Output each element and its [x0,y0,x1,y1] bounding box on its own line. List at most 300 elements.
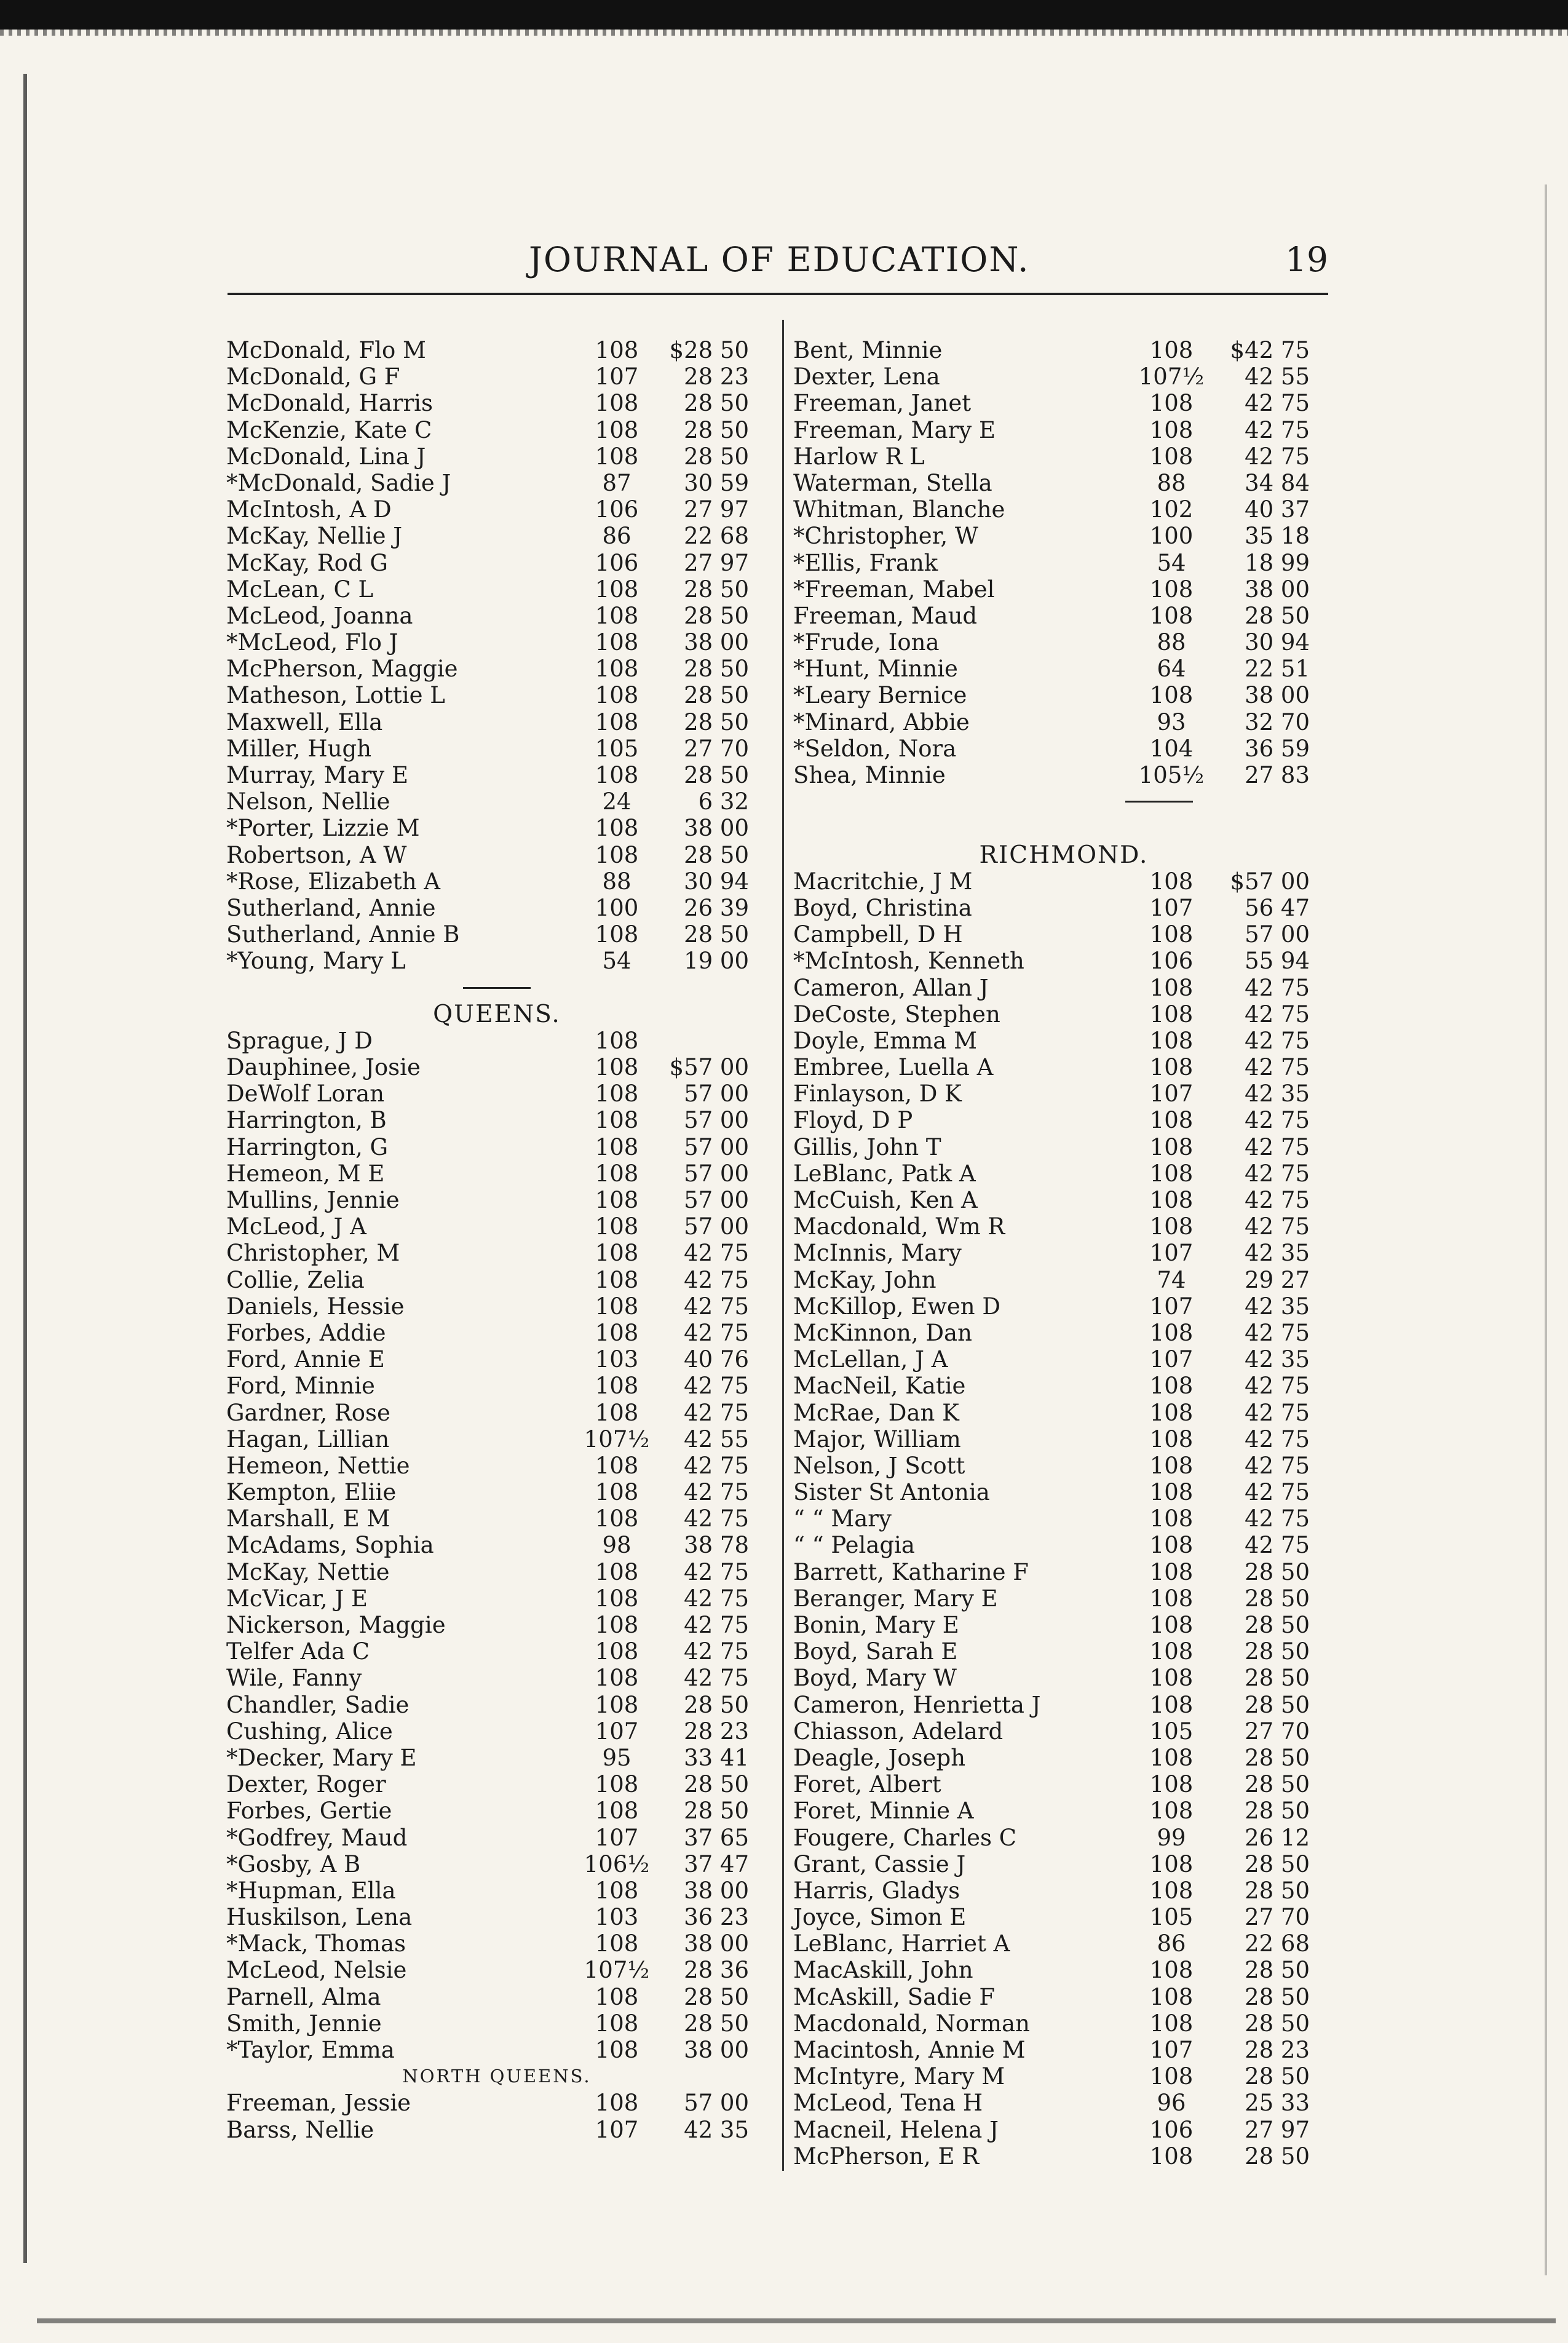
days-taught: 108 [595,1160,639,1187]
days-taught: 108 [595,921,639,948]
days-taught: 108 [595,1930,639,1957]
teacher-name: Murray, Mary E [226,762,408,788]
list-item [226,1692,767,1718]
days-taught: 108 [595,1505,639,1532]
list-item [226,470,767,496]
teacher-name: Christopher, M [226,1240,400,1267]
days-taught: 108 [595,708,639,735]
days-taught: 107 [1149,1240,1194,1267]
grant-amount: 42 75 [1245,1399,1310,1426]
days-taught: 108 [1149,602,1194,629]
teacher-name: *Decker, Mary E [226,1744,417,1771]
days-taught: 86 [1157,1930,1186,1957]
list-item [226,1213,767,1240]
days-taught: 107 [1149,894,1194,921]
grant-amount: 28 50 [1245,1798,1310,1825]
teacher-name: Foret, Albert [793,1771,941,1798]
days-taught: 108 [595,1399,639,1426]
grant-amount: 30 59 [684,469,749,496]
teacher-name: *Frude, Iona [793,629,940,656]
teacher-name: Hemeon, M E [226,1160,385,1187]
teacher-name: McDonald, Flo M [226,337,426,363]
grant-amount: 35 18 [1245,523,1310,550]
teacher-name: McDonald, Lina J [226,443,426,470]
teacher-name: McKay, Nettie [226,1558,390,1585]
teacher-name: *McLeod, Flo J [226,629,398,656]
list-item [793,1904,1334,1930]
grant-amount: 34 84 [1245,469,1310,496]
grant-amount: 55 94 [1245,948,1310,975]
teacher-name: Gillis, John T [793,1133,941,1160]
teacher-name: Wile, Fanny [226,1665,362,1692]
grant-amount: 25 33 [1245,2090,1310,2117]
teacher-name: Daniels, Hessie [226,1293,405,1320]
grant-amount: 42 75 [684,1319,749,1346]
days-taught: 108 [595,1452,639,1479]
teacher-name: Ford, Annie E [226,1346,385,1373]
grant-amount: 57 00 [684,1213,749,1240]
grant-amount: 33 41 [684,1744,749,1771]
grant-amount: 42 35 [1245,1080,1310,1108]
grant-amount: 27 70 [1245,1904,1310,1931]
list-item [226,1665,767,1691]
days-taught: 108 [1149,1798,1194,1825]
teacher-name: MacAskill, John [793,1957,973,1984]
list-item [226,1825,767,1851]
days-taught: 108 [595,1213,639,1240]
teacher-name: Macdonald, Norman [793,2010,1030,2037]
days-taught: 88 [1157,629,1186,656]
days-taught: 108 [1149,1107,1194,1134]
grant-amount: 6 32 [698,788,749,815]
grant-amount: 28 50 [1245,602,1310,629]
list-item [226,788,767,815]
days-taught: 108 [1149,1585,1194,1612]
days-taught: 108 [595,1983,639,2010]
grant-amount: 26 12 [1245,1824,1310,1851]
list-item [226,1745,767,1771]
list-item [793,417,1334,443]
list-item [793,762,1334,788]
grant-amount: 42 75 [1245,416,1310,443]
days-taught: 108 [1149,974,1194,1001]
journal-title: JOURNAL OF EDUCATION. [529,240,1030,279]
list-item [793,1054,1334,1080]
grant-amount: 42 75 [684,1558,749,1585]
teacher-name: McLeod, Tena H [793,2090,983,2117]
teacher-name: Nelson, Nellie [226,788,390,815]
days-taught: 104 [1149,735,1194,762]
grant-amount: 28 50 [1245,1957,1310,1984]
list-item [226,895,767,921]
list-item [793,868,1334,895]
teacher-name: DeCoste, Stephen [793,1001,1000,1028]
grant-amount: 28 50 [1245,1983,1310,2010]
days-taught: 102 [1149,496,1194,523]
days-taught: 108 [595,629,639,656]
list-item [226,1585,767,1612]
teacher-name: Dexter, Roger [226,1771,386,1798]
teacher-name: *McDonald, Sadie J [226,469,451,496]
grant-amount: 38 00 [684,2037,749,2063]
teacher-name: McIntyre, Mary M [793,2063,1005,2090]
teacher-name: Cameron, Allan J [793,974,989,1001]
list-item [226,1798,767,1824]
days-taught: 105 [595,735,639,762]
teacher-name: McKay, Rod G [226,549,388,576]
days-taught: 108 [1149,1850,1194,1877]
days-taught: 108 [1149,2143,1194,2170]
list-item [793,709,1334,735]
list-item [793,1426,1334,1453]
days-taught: 54 [1157,549,1186,576]
teacher-name: Forbes, Gertie [226,1798,392,1825]
teacher-name: Macritchie, J M [793,868,973,895]
days-taught: 108 [595,1479,639,1506]
list-item [226,921,767,948]
days-taught: 107 [595,1824,639,1851]
list-item [226,1320,767,1346]
section-heading-north-queens: NORTH QUEENS. [402,2066,592,2087]
teacher-name: McAskill, Sadie F [793,1983,996,2010]
header-rule [228,293,1328,295]
grant-amount: 28 50 [1245,1771,1310,1798]
list-item [793,576,1334,603]
grant-amount: 42 75 [1245,1505,1310,1532]
days-taught: 108 [595,1054,639,1081]
grant-amount: 57 00 [684,2090,749,2117]
list-item [226,1400,767,1426]
grant-amount: 42 75 [684,1293,749,1320]
teacher-name: McLean, C L [226,576,374,603]
list-item [793,1559,1334,1585]
days-taught: 108 [595,1133,639,1160]
grant-amount: 28 50 [684,656,749,683]
teacher-name: *Rose, Elizabeth A [226,868,441,895]
days-taught: 105 [1149,1718,1194,1745]
days-taught: 108 [595,1266,639,1293]
teacher-name: *Hunt, Minnie [793,656,958,683]
scan-left-edge [23,74,27,2263]
grant-amount: 42 75 [1245,1373,1310,1400]
days-taught: 108 [595,2090,639,2117]
teacher-name: Cameron, Henrietta J [793,1691,1041,1718]
grant-amount: 42 75 [684,1266,749,1293]
days-taught: 108 [1149,337,1194,363]
days-taught: 108 [595,656,639,683]
teacher-name: Deagle, Joseph [793,1744,966,1771]
list-item [226,1028,767,1054]
days-taught: 93 [1157,708,1186,735]
grant-amount: 38 00 [1245,576,1310,603]
teacher-name: Harrington, B [226,1107,387,1134]
grant-amount: 42 35 [1245,1293,1310,1320]
teacher-name: *Seldon, Nora [793,735,957,762]
list-item [793,1479,1334,1505]
list-item [226,363,767,390]
section-rule [226,975,767,1001]
grant-amount: 28 23 [1245,2037,1310,2063]
section-heading-richmond: RICHMOND. [979,841,1149,869]
teacher-name: Floyd, D P [793,1107,913,1134]
days-taught: 64 [1157,656,1186,683]
grant-amount: 28 50 [684,416,749,443]
grant-amount: 28 50 [1245,1638,1310,1665]
grant-amount: 22 68 [1245,1930,1310,1957]
teacher-name: Boyd, Mary W [793,1665,957,1692]
grant-amount: 42 75 [1245,1425,1310,1453]
days-taught: 106 [595,496,639,523]
teacher-name: “ “ Pelagia [793,1532,915,1559]
scan-right-edge [1545,184,1547,2275]
list-item [226,1612,767,1638]
grant-amount: 28 50 [684,602,749,629]
list-item [793,1718,1334,1745]
grant-amount: 42 75 [1245,1187,1310,1213]
days-taught: 108 [595,337,639,363]
list-item [226,1532,767,1558]
list-item [793,603,1334,629]
grant-amount: 28 50 [684,1771,749,1798]
list-item [226,1293,767,1320]
list-item [226,2037,767,2063]
list-item [226,496,767,523]
grant-amount: 36 59 [1245,735,1310,762]
scan-top-fray [0,30,1568,36]
grant-amount: 32 70 [1245,708,1310,735]
teacher-name: LeBlanc, Harriet A [793,1930,1010,1957]
list-item [226,1160,767,1187]
list-item [226,948,767,974]
days-taught: 108 [1149,1983,1194,2010]
teacher-name: Bent, Minnie [793,337,943,363]
days-taught: 108 [1149,416,1194,443]
teacher-name: Ford, Minnie [226,1373,375,1400]
grant-amount: $57 00 [1230,868,1310,895]
days-taught: 108 [595,682,639,709]
list-item [793,1346,1334,1373]
list-item [226,1984,767,2010]
teacher-name: McPherson, E R [793,2143,980,2170]
grant-amount: 28 50 [1245,1850,1310,1877]
days-taught: 108 [1149,2010,1194,2037]
grant-amount: 42 75 [1245,1133,1310,1160]
list-item [793,2037,1334,2063]
grant-amount: 42 55 [1245,363,1310,390]
list-item [793,975,1334,1001]
grant-amount: 26 39 [684,894,749,921]
teacher-name: McKay, Nellie J [226,523,403,550]
days-taught: 108 [1149,1027,1194,1054]
days-taught: 108 [595,416,639,443]
list-item [793,1453,1334,1479]
teacher-name: *Freeman, Mabel [793,576,995,603]
section-rule [793,788,1334,815]
list-item [793,1930,1334,1957]
list-item [793,337,1334,363]
grant-amount: 42 75 [684,1638,749,1665]
teacher-name: McInnis, Mary [793,1240,962,1267]
list-item [226,2117,767,2143]
days-taught: 106½ [584,1850,650,1877]
grant-amount: $28 50 [669,337,749,363]
teacher-name: Nickerson, Maggie [226,1612,446,1638]
list-item [793,1240,1334,1266]
grant-amount: 28 50 [1245,1877,1310,1904]
list-item [226,1559,767,1585]
teacher-name: McKinnon, Dan [793,1319,972,1346]
list-item [226,1479,767,1505]
grant-amount: 28 36 [684,1957,749,1984]
teacher-name: Waterman, Stella [793,469,992,496]
teacher-name: Sutherland, Annie B [226,921,460,948]
grant-amount: 42 75 [684,1240,749,1267]
teacher-name: Parnell, Alma [226,1983,381,2010]
days-taught: 108 [1149,1505,1194,1532]
days-taught: 107 [595,1718,639,1745]
teacher-name: Freeman, Janet [793,390,972,417]
list-item [793,2010,1334,2037]
teacher-name: *Godfrey, Maud [226,1824,408,1851]
days-taught: 108 [595,2037,639,2063]
grant-amount: 42 75 [684,1479,749,1506]
days-taught: 107½ [584,1957,650,1984]
teacher-name: *Gosby, A B [226,1850,361,1877]
grant-amount: 42 75 [1245,1452,1310,1479]
grant-amount: 28 50 [684,921,749,948]
days-taught: 108 [595,1877,639,1904]
grant-amount: 42 75 [1245,1001,1310,1028]
teacher-name: McRae, Dan K [793,1399,959,1426]
days-taught: 108 [595,1187,639,1213]
days-taught: 105 [1149,1904,1194,1931]
list-item [793,1080,1334,1107]
teacher-name: Kempton, Eliie [226,1479,397,1506]
scan-top-border [0,0,1568,30]
days-taught: 108 [1149,1133,1194,1160]
list-item [793,895,1334,921]
queens-list [226,1028,767,2063]
grant-amount: 57 00 [1245,921,1310,948]
days-taught: 108 [595,1585,639,1612]
teacher-name: McPherson, Maggie [226,656,458,683]
list-item [793,1001,1334,1028]
list-item [793,629,1334,656]
days-taught: 86 [602,523,632,550]
grant-amount: 28 50 [1245,2063,1310,2090]
teacher-name: McLeod, J A [226,1213,366,1240]
grant-amount: 42 75 [684,1399,749,1426]
teacher-name: Nelson, J Scott [793,1452,965,1479]
days-taught: 108 [595,443,639,470]
days-taught: 108 [1149,443,1194,470]
days-taught: 107 [595,363,639,390]
days-taught: 54 [602,948,632,975]
list-item [793,1373,1334,1399]
list-item [793,1267,1334,1293]
teacher-name: *Minard, Abbie [793,708,970,735]
teacher-name: Joyce, Simon E [793,1904,967,1931]
days-taught: 108 [1149,1001,1194,1028]
list-item [793,2143,1334,2170]
grant-amount: 42 75 [1245,974,1310,1001]
list-item [226,576,767,603]
list-item [793,1028,1334,1054]
teacher-name: Finlayson, D K [793,1080,962,1108]
teacher-name: Hemeon, Nettie [226,1452,410,1479]
list-item [226,1373,767,1399]
list-item [793,1612,1334,1638]
grant-amount: 28 50 [1245,1585,1310,1612]
grant-amount: 28 50 [684,390,749,417]
teacher-name: Robertson, A W [226,841,407,868]
days-taught: 108 [1149,1452,1194,1479]
teacher-name: Smith, Jennie [226,2010,382,2037]
days-taught: 107 [1149,1293,1194,1320]
teacher-name: Embree, Luella A [793,1054,994,1081]
list-item [793,1851,1334,1877]
list-item [793,390,1334,416]
teacher-name: *McIntosh, Kenneth [793,948,1024,975]
grant-amount: 29 27 [1245,1266,1310,1293]
list-item [793,1798,1334,1824]
days-taught: 95 [602,1744,632,1771]
grant-amount: 28 50 [684,443,749,470]
teacher-name: Shea, Minnie [793,762,946,788]
teacher-name: Harlow R L [793,443,925,470]
list-item [793,1107,1334,1133]
list-item [226,1718,767,1745]
list-item [226,2090,767,2116]
grant-amount: 57 00 [684,1107,749,1134]
list-item [226,443,767,470]
grant-amount: 38 00 [684,1877,749,1904]
days-taught: 88 [1157,469,1186,496]
days-taught: 107½ [1138,363,1205,390]
teacher-name: *Hupman, Ella [226,1877,396,1904]
grant-amount: 30 94 [1245,629,1310,656]
grant-amount: 42 75 [1245,1319,1310,1346]
grant-amount: 42 75 [1245,443,1310,470]
days-taught: 88 [602,868,632,895]
days-taught: 108 [1149,1187,1194,1213]
grant-amount: 22 51 [1245,656,1310,683]
list-item [793,2090,1334,2116]
list-item [793,1160,1334,1187]
days-taught: 108 [1149,1744,1194,1771]
list-item [226,1505,767,1532]
left-column [226,337,767,2143]
teacher-name: Macneil, Helena J [793,2116,999,2143]
days-taught: 100 [1149,523,1194,550]
days-taught: 105½ [1138,762,1205,788]
list-item [793,1187,1334,1213]
list-item [226,682,767,708]
grant-amount: 38 00 [684,629,749,656]
teacher-name: Collie, Zelia [226,1266,365,1293]
scan-bottom-edge [37,2318,1556,2323]
days-taught: 108 [595,762,639,788]
list-item [793,656,1334,682]
teacher-name: Chandler, Sadie [226,1691,410,1718]
list-item [226,523,767,549]
list-item [226,1957,767,1983]
teacher-name: McKenzie, Kate C [226,416,432,443]
grant-amount: 38 00 [1245,682,1310,709]
teacher-name: Beranger, Mary E [793,1585,998,1612]
teacher-name: Major, William [793,1425,961,1453]
days-taught: 108 [595,390,639,417]
